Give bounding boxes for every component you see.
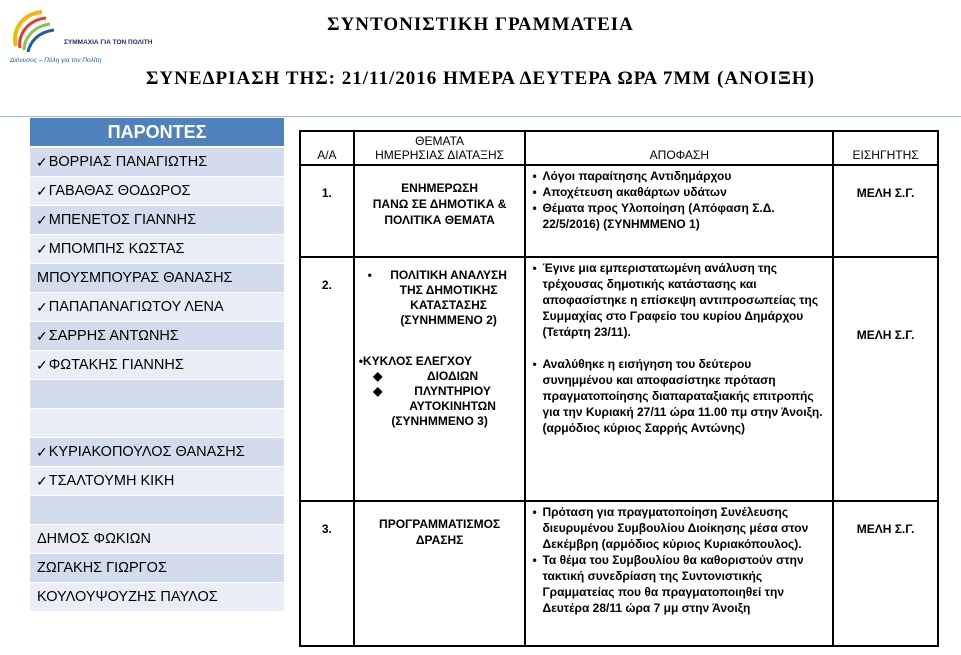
checkmark-icon: ✓: [36, 182, 48, 199]
topic-line: ΠΑΝΩ ΣΕ ΔΗΜΟΤΙΚΑ &: [372, 197, 507, 211]
attendee-row: [30, 554, 284, 583]
attendees-heading: ΠΑΡΟΝΤΕΣ: [30, 118, 284, 148]
row-number: 3.: [300, 501, 354, 646]
meeting-subtitle: ΣΥΝΕΔΡΙΑΣΗ ΤΗΣ: 21/11/2016 ΗΜΕΡΑ ΔΕΥΤΕΡΑ ΩΡΑ 7ΜΜ (ΑΝΟΙΞΗ): [146, 68, 815, 89]
agenda-row: [300, 257, 938, 501]
checkmark-icon: ✓: [36, 153, 48, 170]
agenda-header-row: [300, 131, 938, 165]
decision-item: • Λόγοι παραίτησης Αντιδημάρχου: [532, 169, 732, 183]
attendee-name: ΔΗΜΟΣ ΦΩΚΙΩΝ: [37, 531, 151, 547]
checkmark-icon: ✓: [36, 356, 48, 373]
row-topic: [354, 165, 526, 257]
row-topic: [354, 257, 526, 501]
attendees-panel: [30, 118, 284, 612]
topic-subitem: ◆ ΠΛΥΝΤΗΡΙΟΥ ΑΥΤΟΚΙΝΗΤΩΝ: [373, 384, 496, 413]
checkmark-icon: ✓: [36, 472, 48, 489]
topic-item: • ΠΟΛΙΤΙΚΗ ΑΝΑΛΥΣΗ ΤΗΣ ΔΗΜΟΤΙΚΗΣ ΚΑΤΑΣΤΑΣΗΣ (ΣΥΝΗΜΜΕΝΟ 2): [367, 268, 507, 327]
row-topic: [354, 501, 526, 646]
column-header-reporter: ΕΙΣΗΓΗΤΗΣ: [833, 131, 938, 165]
attendee-name: ΚΟΥΛΟΥΨΟΥΖΗΣ ΠΑΥΛΟΣ: [37, 589, 218, 605]
column-header-topic-line1: ΘΕΜΑΤΑ: [415, 134, 465, 148]
decision-item: • Τα θέμα του Συμβουλίου θα καθοριστούν στην τακτική συνεδρίαση της Συντονιστικής Γραμματείας που θα πραγματοποιηθεί την Δευτέρα 28/11 ώρα 7 μμ στην Άνοιξη: [532, 553, 804, 615]
attendee-name: ΜΠΕΝΕΤΟΣ ΓΙΑΝΝΗΣ: [48, 212, 197, 228]
attendee-row: [30, 148, 284, 177]
column-header-topic-line2: ΗΜΕΡΗΣΙΑΣ ΔΙΑΤΑΞΗΣ: [375, 148, 505, 162]
agenda-table: [299, 130, 939, 647]
checkmark-icon: ✓: [36, 240, 48, 257]
attendee-name: ΤΣΑΛΤΟΥΜΗ ΚΙΚΗ: [48, 473, 175, 489]
header-divider: [0, 116, 961, 117]
attendee-name: ΖΩΓΑΚΗΣ ΓΙΩΡΓΟΣ: [37, 560, 167, 576]
attendee-row: [30, 409, 284, 438]
attendee-name: ΜΠΟΜΠΗΣ ΚΩΣΤΑΣ: [48, 241, 185, 257]
attendee-name: ΚΥΡΙΑΚΟΠΟΥΛΟΣ ΘΑΝΑΣΗΣ: [48, 444, 245, 460]
attendee-name: ΜΠΟΥΣΜΠΟΥΡΑΣ ΘΑΝΑΣΗΣ: [37, 270, 233, 286]
attendee-row: [30, 496, 284, 525]
row-reporter: ΜΕΛΗ Σ.Γ.: [833, 501, 938, 646]
logo-name: ΣΥΜΜΑΧΙΑ ΓΙΑ ΤΟΝ ΠΟΛΙΤΗ: [64, 39, 153, 46]
attendee-row: [30, 380, 284, 409]
attendee-row: [30, 264, 284, 293]
agenda-row: [300, 165, 938, 257]
checkmark-icon: ✓: [36, 298, 48, 315]
attendee-name: ΣΑΡΡΗΣ ΑΝΤΩΝΗΣ: [48, 328, 179, 344]
decision-item: • Θέματα προς Υλοποίηση (Απόφαση Σ.Δ. 22/5/2016) (ΣΥΝΗΜΜΕΝΟ 1): [532, 201, 775, 231]
logo-tagline: Διόνυσος – Πόλη για τον Πολίτη: [10, 57, 102, 64]
decision-item: • Πρόταση για πραγματοποίηση Συνέλευσης διευρυμένου Συμβουλίου Διοίκησης μέσα στον Δεκέμβρη (αρμόδιος κύριος Κυριακόπουλος).: [532, 505, 809, 551]
decision-item: • Αποχέτευση ακαθάρτων υδάτων: [532, 185, 727, 199]
attendee-row: [30, 438, 284, 467]
attendee-name: ΓΑΒΑΘΑΣ ΘΟΔΩΡΟΣ: [48, 183, 191, 199]
topic-line: ΠΟΛΙΤΙΚΑ ΘΕΜΑΤΑ: [384, 213, 495, 227]
attendee-row: [30, 293, 284, 322]
row-reporter: ΜΕΛΗ Σ.Γ.: [833, 257, 938, 501]
checkmark-icon: ✓: [36, 443, 48, 460]
topic-item: • ΚΥΚΛΟΣ ΕΛΕΓΧΟΥ: [358, 354, 473, 368]
agenda-row: [300, 501, 938, 646]
attendee-row: [30, 206, 284, 235]
column-header-decision: ΑΠΟΦΑΣΗ: [525, 131, 833, 165]
attendee-row: [30, 583, 284, 612]
attendee-row: [30, 235, 284, 264]
topic-line: ΔΡΑΣΗΣ: [415, 533, 464, 547]
column-header-aa: Α/Α: [300, 131, 354, 165]
row-decision: [525, 165, 833, 257]
attendee-row: [30, 177, 284, 206]
row-decision: [525, 257, 833, 501]
checkmark-icon: ✓: [36, 327, 48, 344]
topic-subitem: ◆ ΔΙΟΔΙΩΝ: [373, 369, 479, 383]
attendee-row: [30, 322, 284, 351]
topic-note: (ΣΥΝΗΜΜΕΝΟ 3): [391, 414, 488, 428]
row-number: 1.: [300, 165, 354, 257]
attendee-row: [30, 351, 284, 380]
page-title: ΣΥΝΤΟΝΙΣΤΙΚΗ ΓΡΑΜΜΑΤΕΙΑ: [327, 14, 634, 35]
row-number: 2.: [300, 257, 354, 501]
decision-item: • Αναλύθηκε η εισήγηση του δεύτερου συνημμένου και αποφασίστηκε πρόταση πραγματοποίησης διαπαραταξιακής επιτροπής για την Κυριακή 27/11 ώρα 11.00 πμ στην Άνοιξη. (αρμόδιος κύριος Σαρρής Αντώνης): [532, 357, 823, 435]
attendee-row: [30, 467, 284, 496]
attendee-name: ΠΑΠΑΠΑΝΑΓΙΩΤΟΥ ΛΕΝΑ: [48, 299, 224, 315]
topic-line: ΠΡΟΓΡΑΜΜΑΤΙΣΜΟΣ: [379, 517, 501, 531]
row-decision: [525, 501, 833, 646]
attendee-name: ΦΩΤΑΚΗΣ ΓΙΑΝΝΗΣ: [48, 357, 184, 373]
topic-line: ΕΝΗΜΕΡΩΣΗ: [401, 181, 478, 195]
attendee-row: [30, 525, 284, 554]
decision-item: • Έγινε μια εμπεριστατωμένη ανάλυση της τρέχουσας δημοτικής κατάστασης και αποφασίστηκε η επίσκεψη αντιπροσωπείας της Συμμαχίας στο Γραφείο του κυρίου Δημάρχου (Τετάρτη 23/11).: [532, 261, 819, 339]
column-header-topic: [354, 131, 526, 165]
checkmark-icon: ✓: [36, 211, 48, 228]
attendee-name: ΒΟΡΡΙΑΣ ΠΑΝΑΓΙΩΤΗΣ: [48, 154, 208, 170]
row-reporter: ΜΕΛΗ Σ.Γ.: [833, 165, 938, 257]
